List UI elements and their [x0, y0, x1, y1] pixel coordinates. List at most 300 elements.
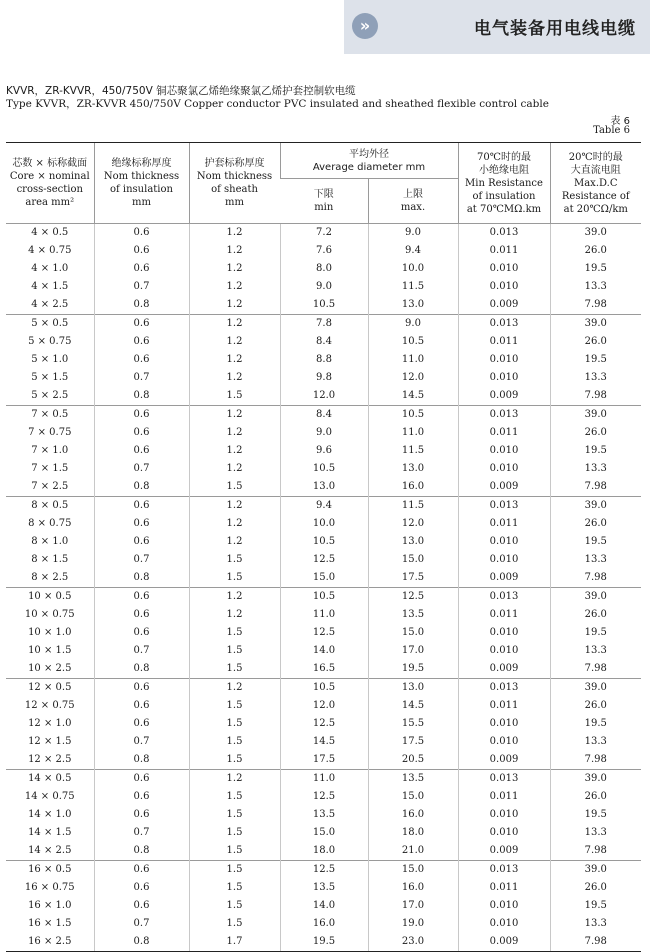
cell-diameter-min: 11.0	[280, 770, 368, 789]
header-diameter-max	[368, 179, 458, 224]
cell-diameter-max: 21.0	[368, 842, 458, 861]
cell-resistance-20: 26.0	[550, 788, 641, 806]
cell-insulation: 0.6	[94, 806, 189, 824]
cell-sheath: 1.2	[189, 369, 280, 387]
cable-spec-table	[6, 142, 641, 952]
cell-diameter-max: 15.0	[368, 861, 458, 880]
cell-resistance-20: 39.0	[550, 406, 641, 425]
cell-insulation: 0.6	[94, 351, 189, 369]
cell-resistance-70: 0.010	[458, 806, 550, 824]
cell-resistance-70: 0.010	[458, 278, 550, 296]
cell-resistance-20: 7.98	[550, 660, 641, 679]
cell-sheath: 1.5	[189, 387, 280, 406]
table-number-cn: 表 6	[610, 116, 630, 127]
cell-core: 14 × 1.0	[28, 809, 72, 820]
cell-diameter-max: 14.5	[368, 387, 458, 406]
cell-core: 5 × 0.5	[6, 315, 94, 334]
cell-diameter-max: 15.5	[368, 715, 458, 733]
cell-core: 16 × 0.75	[24, 882, 75, 893]
cell-insulation: 0.6	[94, 897, 189, 915]
cell-diameter-min: 15.0	[280, 569, 368, 588]
cell-sheath: 1.5	[189, 824, 280, 842]
cell-resistance-20: 13.3	[550, 369, 641, 387]
cell-core: 7 × 2.5	[31, 481, 69, 492]
header-core-en3: area mm²	[25, 197, 75, 208]
cell-insulation: 0.7	[94, 733, 189, 751]
cell-sheath: 1.5	[189, 806, 280, 824]
cell-sheath: 1.5	[189, 861, 280, 880]
cell-resistance-70: 0.013	[458, 406, 550, 425]
cell-core: 8 × 2.5	[31, 572, 69, 583]
cell-diameter-min: 8.0	[280, 260, 368, 278]
cell-diameter-max: 12.5	[368, 588, 458, 607]
cell-resistance-70: 0.011	[458, 788, 550, 806]
cell-diameter-min: 13.0	[280, 478, 368, 497]
cell-resistance-20: 39.0	[550, 315, 641, 334]
cell-resistance-70: 0.013	[458, 679, 550, 698]
cell-insulation: 0.7	[94, 824, 189, 842]
cell-core: 16 × 1.5	[28, 918, 72, 929]
cell-diameter-max: 10.5	[368, 406, 458, 425]
cell-sheath: 1.2	[189, 242, 280, 260]
cell-diameter-min: 17.5	[280, 751, 368, 770]
cell-resistance-70: 0.013	[458, 315, 550, 334]
cell-sheath: 1.2	[189, 224, 280, 243]
cell-resistance-70: 0.010	[458, 624, 550, 642]
cell-insulation: 0.8	[94, 387, 189, 406]
cell-sheath: 1.5	[189, 788, 280, 806]
cell-core: 12 × 2.5	[28, 754, 72, 765]
cell-insulation: 0.8	[94, 478, 189, 497]
header-diameter-en: Average diameter mm	[312, 161, 426, 173]
cell-resistance-20: 19.5	[550, 715, 641, 733]
cell-resistance-70: 0.013	[458, 770, 550, 789]
cell-resistance-70: 0.010	[458, 715, 550, 733]
cell-insulation: 0.6	[94, 879, 189, 897]
cell-diameter-max: 17.0	[368, 642, 458, 660]
table-row	[6, 715, 641, 733]
table-title-cn: KVVR，ZR-KVVR，450/750V 铜芯聚氯乙烯绝缘聚氯乙烯护套控制软电缆	[6, 85, 356, 97]
cell-diameter-min: 12.5	[280, 624, 368, 642]
cell-insulation: 0.8	[94, 660, 189, 679]
header-sheath-en3: mm	[225, 197, 244, 208]
cell-core: 14 × 0.75	[24, 791, 75, 802]
cell-diameter-max: 17.5	[368, 733, 458, 751]
header-insulation-en1: Nom thickness	[103, 171, 180, 182]
cell-diameter-max: 16.0	[368, 879, 458, 897]
cell-sheath: 1.2	[189, 533, 280, 551]
cell-sheath: 1.2	[189, 315, 280, 334]
header-res20-en3: at 20℃Ω/km	[563, 203, 628, 215]
header-insulation-cn: 绝缘标称厚度	[111, 158, 172, 169]
header-insulation-en3: mm	[132, 197, 151, 208]
cell-diameter-min: 9.0	[280, 424, 368, 442]
table-row	[6, 897, 641, 915]
cell-resistance-70: 0.010	[458, 897, 550, 915]
cell-resistance-70: 0.009	[458, 387, 550, 406]
cell-sheath: 1.2	[189, 497, 280, 516]
cell-diameter-max: 13.5	[368, 606, 458, 624]
cell-resistance-70: 0.011	[458, 242, 550, 260]
header-resistance-70	[458, 143, 550, 224]
cell-sheath: 1.5	[189, 915, 280, 933]
cell-diameter-min: 19.5	[280, 933, 368, 952]
cell-insulation: 0.8	[94, 751, 189, 770]
cell-resistance-20: 7.98	[550, 751, 641, 770]
cell-sheath: 1.2	[189, 424, 280, 442]
header-res70-en3: at 70℃MΩ.km	[466, 203, 542, 215]
cell-sheath: 1.2	[189, 679, 280, 698]
cell-core: 14 × 0.5	[6, 770, 94, 789]
header-insulation-en2: of insulation	[110, 184, 173, 195]
cell-sheath: 1.2	[189, 515, 280, 533]
cell-resistance-70: 0.009	[458, 933, 550, 952]
table-row	[6, 642, 641, 660]
cell-diameter-max: 9.4	[368, 242, 458, 260]
header-insulation	[94, 143, 189, 224]
cell-diameter-max: 11.5	[368, 442, 458, 460]
header-res70-en2: of insulation	[472, 190, 536, 202]
table-row	[6, 442, 641, 460]
cell-diameter-min: 7.2	[280, 224, 368, 243]
cell-diameter-min: 10.5	[280, 460, 368, 478]
cell-resistance-20: 19.5	[550, 624, 641, 642]
cell-insulation: 0.6	[94, 588, 189, 607]
cell-sheath: 1.2	[189, 351, 280, 369]
table-row	[6, 624, 641, 642]
table-row	[6, 915, 641, 933]
cell-diameter-min: 16.5	[280, 660, 368, 679]
cell-diameter-max: 19.0	[368, 915, 458, 933]
cell-diameter-min: 9.4	[280, 497, 368, 516]
cell-insulation: 0.6	[94, 242, 189, 260]
cell-insulation: 0.6	[94, 770, 189, 789]
cell-resistance-70: 0.011	[458, 515, 550, 533]
cell-diameter-min: 9.8	[280, 369, 368, 387]
cell-diameter-min: 12.5	[280, 861, 368, 880]
cell-diameter-max: 13.5	[368, 770, 458, 789]
cell-core: 4 × 1.5	[31, 281, 69, 292]
cell-resistance-20: 39.0	[550, 497, 641, 516]
cell-diameter-max: 17.5	[368, 569, 458, 588]
cell-diameter-min: 18.0	[280, 842, 368, 861]
cell-sheath: 1.2	[189, 296, 280, 315]
cell-diameter-min: 9.0	[280, 278, 368, 296]
cell-insulation: 0.6	[94, 424, 189, 442]
cell-resistance-70: 0.011	[458, 424, 550, 442]
table-row	[6, 497, 641, 516]
header-res70-cn2: 小绝缘电阻	[479, 164, 529, 176]
cell-diameter-max: 15.0	[368, 624, 458, 642]
table-row	[6, 333, 641, 351]
cell-diameter-min: 15.0	[280, 824, 368, 842]
cell-core: 5 × 1.5	[31, 372, 69, 383]
cell-insulation: 0.7	[94, 278, 189, 296]
cell-resistance-20: 13.3	[550, 278, 641, 296]
cell-diameter-max: 9.0	[368, 315, 458, 334]
cell-sheath: 1.5	[189, 733, 280, 751]
cell-insulation: 0.6	[94, 515, 189, 533]
cell-diameter-min: 12.5	[280, 715, 368, 733]
header-core-cn: 芯数 × 标称截面	[12, 158, 88, 169]
cell-diameter-min: 12.0	[280, 387, 368, 406]
cell-resistance-20: 7.98	[550, 933, 641, 952]
cell-insulation: 0.6	[94, 224, 189, 243]
cell-sheath: 1.7	[189, 933, 280, 952]
cell-resistance-70: 0.013	[458, 861, 550, 880]
header-core-en1: Core × nominal	[9, 171, 90, 182]
cell-core: 14 × 1.5	[28, 827, 72, 838]
cell-resistance-70: 0.010	[458, 260, 550, 278]
cell-core: 5 × 1.0	[31, 354, 69, 365]
cell-diameter-max: 15.0	[368, 788, 458, 806]
cell-insulation: 0.6	[94, 533, 189, 551]
cell-diameter-min: 14.0	[280, 897, 368, 915]
cell-resistance-70: 0.009	[458, 296, 550, 315]
table-row	[6, 806, 641, 824]
header-sheath-en1: Nom thickness	[196, 171, 273, 182]
table-row	[6, 660, 641, 679]
cell-core: 16 × 0.5	[6, 861, 94, 880]
cell-resistance-20: 7.98	[550, 842, 641, 861]
cell-diameter-max: 16.0	[368, 806, 458, 824]
cell-insulation: 0.7	[94, 642, 189, 660]
cell-diameter-max: 13.0	[368, 296, 458, 315]
cell-resistance-20: 19.5	[550, 351, 641, 369]
cell-insulation: 0.6	[94, 497, 189, 516]
cell-resistance-70: 0.010	[458, 533, 550, 551]
cell-resistance-70: 0.011	[458, 606, 550, 624]
table-row	[6, 296, 641, 315]
table-row	[6, 224, 641, 243]
cell-core: 16 × 1.0	[28, 900, 72, 911]
cell-diameter-max: 17.0	[368, 897, 458, 915]
cell-diameter-max: 19.5	[368, 660, 458, 679]
header-core	[6, 143, 94, 224]
cell-core: 7 × 0.75	[28, 427, 72, 438]
cell-insulation: 0.6	[94, 788, 189, 806]
cell-sheath: 1.2	[189, 460, 280, 478]
cell-insulation: 0.7	[94, 915, 189, 933]
cell-diameter-max: 10.5	[368, 333, 458, 351]
cell-resistance-20: 19.5	[550, 260, 641, 278]
cell-core: 10 × 0.5	[6, 588, 94, 607]
cell-insulation: 0.6	[94, 679, 189, 698]
header-title: 电气装备用电线电缆	[474, 19, 636, 39]
table-title-en: Type KVVR，ZR-KVVR 450/750V Copper conductor PVC insulated and sheathed flexible control cable	[6, 98, 549, 110]
cell-insulation: 0.6	[94, 715, 189, 733]
cell-core: 4 × 2.5	[31, 299, 69, 310]
table-row	[6, 751, 641, 770]
table-row	[6, 861, 641, 880]
cell-resistance-70: 0.009	[458, 478, 550, 497]
cell-insulation: 0.8	[94, 569, 189, 588]
cell-core: 7 × 1.5	[31, 463, 69, 474]
cell-core: 8 × 1.5	[31, 554, 69, 565]
cell-sheath: 1.5	[189, 624, 280, 642]
cell-resistance-20: 26.0	[550, 424, 641, 442]
cell-insulation: 0.7	[94, 460, 189, 478]
cell-resistance-20: 13.3	[550, 460, 641, 478]
table-row	[6, 533, 641, 551]
cell-diameter-min: 14.0	[280, 642, 368, 660]
cell-core: 5 × 2.5	[31, 390, 69, 401]
cell-resistance-70: 0.013	[458, 588, 550, 607]
cell-diameter-min: 7.8	[280, 315, 368, 334]
cell-resistance-70: 0.010	[458, 824, 550, 842]
cell-resistance-20: 7.98	[550, 569, 641, 588]
cell-insulation: 0.7	[94, 551, 189, 569]
table-row	[6, 788, 641, 806]
cell-resistance-70: 0.011	[458, 879, 550, 897]
cell-diameter-min: 10.0	[280, 515, 368, 533]
cell-diameter-min: 10.5	[280, 679, 368, 698]
table-row	[6, 315, 641, 334]
table-row	[6, 697, 641, 715]
cell-core: 12 × 1.5	[28, 736, 72, 747]
cell-core: 10 × 1.0	[28, 627, 72, 638]
header-diameter	[280, 143, 458, 179]
table-row	[6, 770, 641, 789]
cell-insulation: 0.6	[94, 315, 189, 334]
table-row	[6, 242, 641, 260]
cell-diameter-min: 10.5	[280, 533, 368, 551]
table-row	[6, 606, 641, 624]
table-row	[6, 551, 641, 569]
cell-insulation: 0.7	[94, 369, 189, 387]
cell-resistance-20: 26.0	[550, 242, 641, 260]
cell-core: 8 × 1.0	[31, 536, 69, 547]
cell-diameter-max: 10.0	[368, 260, 458, 278]
cell-resistance-20: 39.0	[550, 588, 641, 607]
cell-resistance-20: 39.0	[550, 861, 641, 880]
cell-diameter-max: 13.0	[368, 460, 458, 478]
header-res70-cn1: 70℃时的最	[477, 151, 531, 163]
table-row	[6, 588, 641, 607]
cell-core: 12 × 0.75	[24, 700, 75, 711]
cell-insulation: 0.8	[94, 842, 189, 861]
table-row	[6, 387, 641, 406]
cell-sheath: 1.5	[189, 879, 280, 897]
cell-core: 12 × 0.5	[6, 679, 94, 698]
cell-insulation: 0.6	[94, 861, 189, 880]
cell-resistance-20: 19.5	[550, 533, 641, 551]
header-min-en: min	[314, 202, 334, 213]
cell-resistance-20: 39.0	[550, 770, 641, 789]
cell-core: 5 × 0.75	[28, 336, 72, 347]
cell-insulation: 0.6	[94, 697, 189, 715]
cell-diameter-max: 11.0	[368, 424, 458, 442]
cell-diameter-max: 18.0	[368, 824, 458, 842]
cell-sheath: 1.2	[189, 770, 280, 789]
cell-diameter-min: 16.0	[280, 915, 368, 933]
cell-core: 14 × 2.5	[28, 845, 72, 856]
header-min-cn: 下限	[313, 189, 334, 200]
header-sheath-cn: 护套标称厚度	[204, 158, 265, 169]
cell-diameter-min: 10.5	[280, 296, 368, 315]
double-chevron-right-icon: »	[352, 13, 378, 39]
cell-sheath: 1.5	[189, 697, 280, 715]
cell-insulation: 0.6	[94, 333, 189, 351]
cell-diameter-max: 13.0	[368, 679, 458, 698]
cell-diameter-min: 13.5	[280, 806, 368, 824]
header-diameter-cn: 平均外径	[349, 148, 389, 160]
table-row	[6, 478, 641, 497]
cell-resistance-20: 26.0	[550, 879, 641, 897]
cell-diameter-min: 14.5	[280, 733, 368, 751]
cell-resistance-70: 0.010	[458, 733, 550, 751]
table-row	[6, 278, 641, 296]
header-res20-en2: Resistance of	[561, 190, 630, 202]
cell-sheath: 1.5	[189, 897, 280, 915]
cell-sheath: 1.5	[189, 842, 280, 861]
cell-diameter-max: 13.0	[368, 533, 458, 551]
cell-sheath: 1.5	[189, 660, 280, 679]
cell-insulation: 0.6	[94, 606, 189, 624]
cell-sheath: 1.5	[189, 751, 280, 770]
table-row	[6, 569, 641, 588]
table-row	[6, 842, 641, 861]
cell-diameter-max: 20.5	[368, 751, 458, 770]
cell-resistance-70: 0.011	[458, 333, 550, 351]
cell-diameter-max: 12.0	[368, 369, 458, 387]
cell-diameter-max: 9.0	[368, 224, 458, 243]
table-row	[6, 351, 641, 369]
cell-resistance-20: 26.0	[550, 697, 641, 715]
header-core-en2: cross-section	[16, 184, 83, 195]
table-row	[6, 369, 641, 387]
table-row	[6, 933, 641, 952]
cell-core: 4 × 0.75	[28, 245, 72, 256]
header-res20-cn1: 20℃时的最	[568, 151, 623, 163]
table-row	[6, 679, 641, 698]
cell-diameter-max: 15.0	[368, 551, 458, 569]
cell-insulation: 0.6	[94, 624, 189, 642]
cell-sheath: 1.2	[189, 333, 280, 351]
header-res20-cn2: 大直流电阻	[570, 164, 621, 176]
cell-diameter-min: 12.5	[280, 788, 368, 806]
cell-insulation: 0.8	[94, 933, 189, 952]
cell-resistance-20: 13.3	[550, 733, 641, 751]
cell-core: 4 × 0.5	[6, 224, 94, 243]
cell-resistance-20: 13.3	[550, 824, 641, 842]
header-diameter-min	[280, 179, 368, 224]
table-row	[6, 733, 641, 751]
cell-resistance-20: 13.3	[550, 915, 641, 933]
table-row	[6, 424, 641, 442]
cell-core: 7 × 1.0	[31, 445, 69, 456]
cell-sheath: 1.2	[189, 588, 280, 607]
cell-sheath: 1.2	[189, 606, 280, 624]
cell-insulation: 0.8	[94, 296, 189, 315]
header-sheath-en2: of sheath	[211, 184, 258, 195]
cell-core: 12 × 1.0	[28, 718, 72, 729]
cell-resistance-70: 0.010	[458, 642, 550, 660]
cell-resistance-20: 26.0	[550, 515, 641, 533]
cell-resistance-20: 13.3	[550, 551, 641, 569]
cell-diameter-min: 11.0	[280, 606, 368, 624]
cell-resistance-70: 0.009	[458, 660, 550, 679]
cell-diameter-min: 12.0	[280, 697, 368, 715]
cell-diameter-min: 8.4	[280, 406, 368, 425]
cell-resistance-70: 0.011	[458, 697, 550, 715]
cell-sheath: 1.5	[189, 478, 280, 497]
cell-diameter-max: 11.5	[368, 278, 458, 296]
cell-diameter-min: 7.6	[280, 242, 368, 260]
cell-core: 4 × 1.0	[31, 263, 69, 274]
table-row	[6, 515, 641, 533]
header-max-en: max.	[400, 202, 426, 213]
